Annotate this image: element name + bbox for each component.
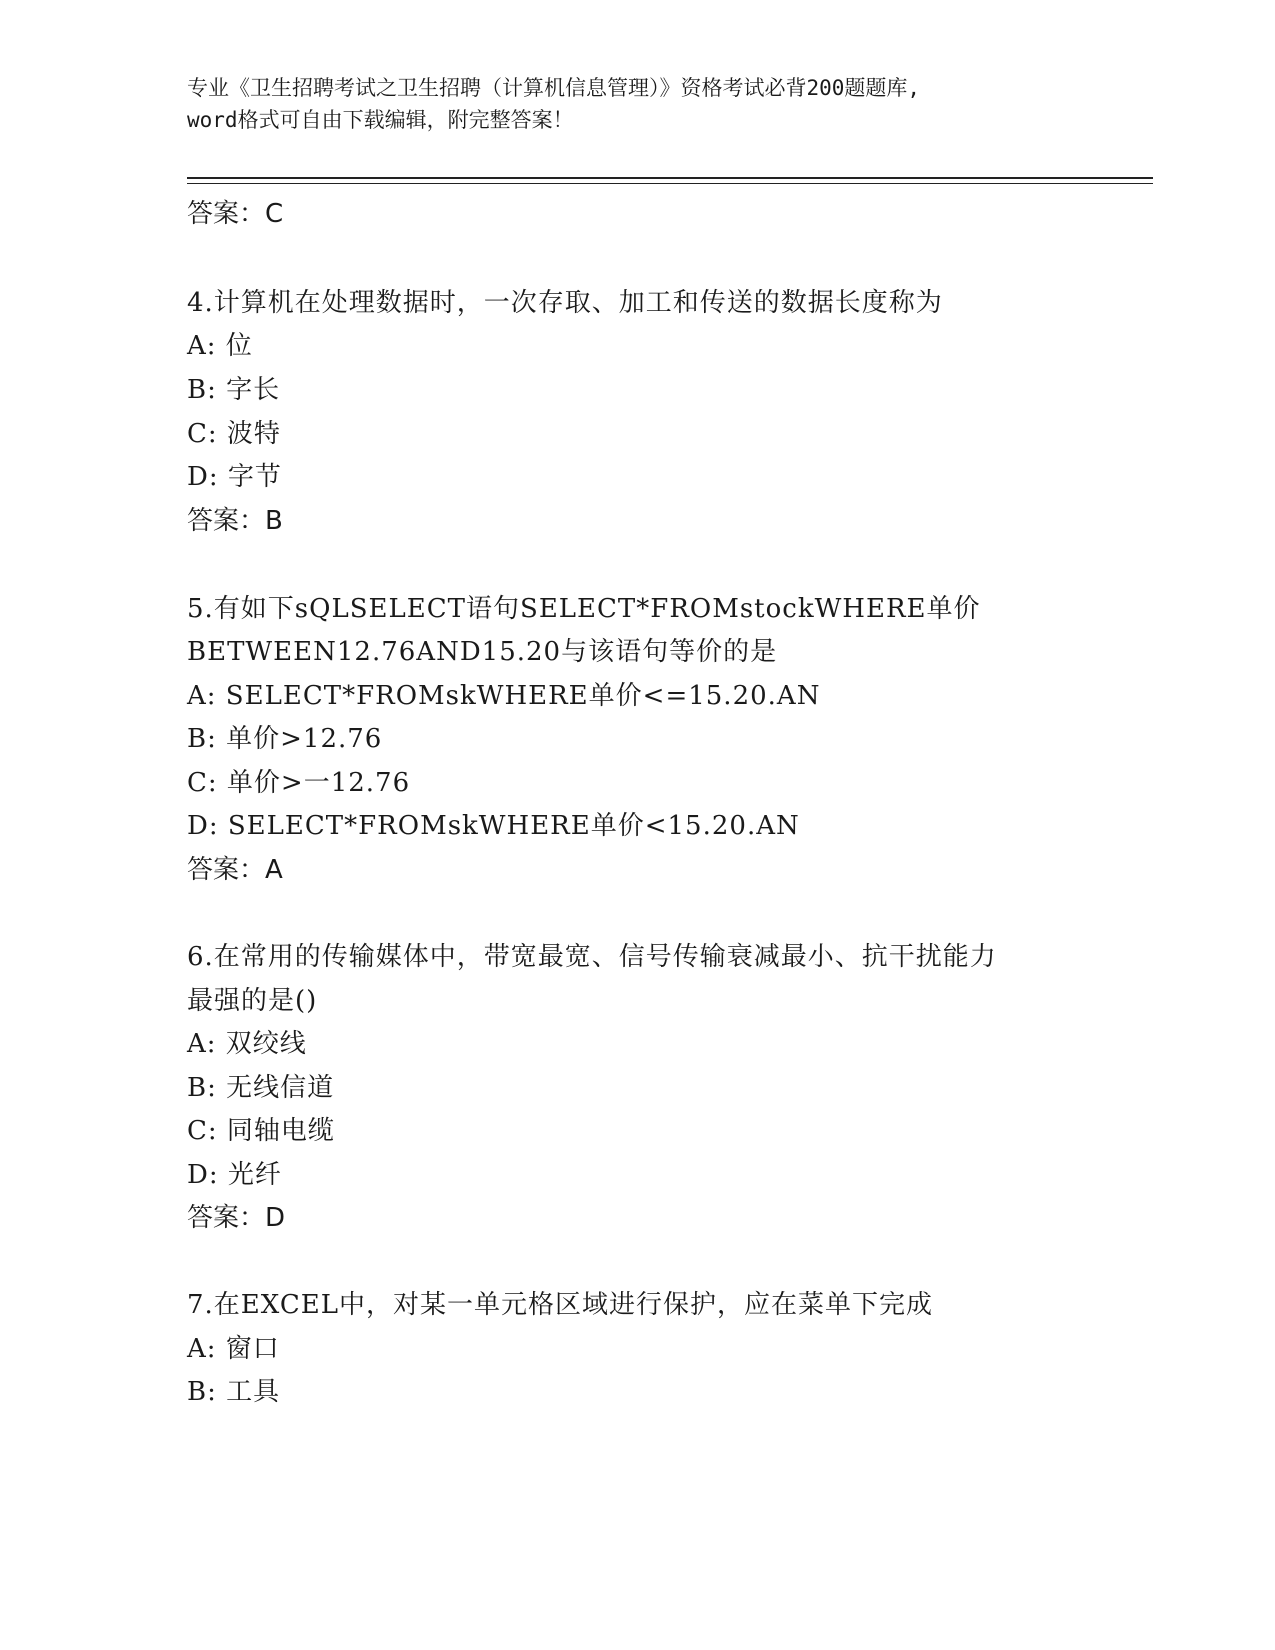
header-divider-thin [187, 183, 1153, 184]
question-6-option-d: D: 光纤 [187, 1160, 282, 1190]
question-7-stem: 7.在EXCEL中，对某一单元格区域进行保护，应在菜单下完成 [187, 1290, 933, 1320]
question-4-option-b: B: 字长 [187, 375, 281, 405]
question-6-option-b: B: 无线信道 [187, 1073, 335, 1103]
header-title-line-1: 专业《卫生招聘考试之卫生招聘（计算机信息管理）》资格考试必背200题题库, [187, 76, 921, 100]
header-divider-thick [187, 177, 1153, 179]
header-title-line-2: word格式可自由下载编辑，附完整答案！ [187, 108, 574, 132]
question-5-option-a: A: SELECT*FROMskWHERE单价<=15.20.AN [187, 681, 821, 711]
question-5-option-d: D: SELECT*FROMskWHERE单价<15.20.AN [187, 811, 800, 841]
answer-q5: 答案：A [187, 855, 283, 885]
question-5-option-c: C: 单价>一12.76 [187, 768, 411, 798]
question-4-option-a: A: 位 [187, 331, 253, 361]
answer-q4: 答案：B [187, 506, 283, 536]
question-6-stem-line-2: 最强的是() [187, 986, 318, 1016]
question-4-option-d: D: 字节 [187, 462, 282, 492]
question-4-stem: 4.计算机在处理数据时，一次存取、加工和传送的数据长度称为 [187, 288, 943, 318]
question-6-stem-line-1: 6.在常用的传输媒体中，带宽最宽、信号传输衰减最小、抗干扰能力 [187, 942, 997, 972]
answer-q6: 答案：D [187, 1203, 286, 1233]
answer-q3: 答案：C [187, 199, 284, 229]
question-5-stem-line-1: 5.有如下sQLSELECT语句SELECT*FROMstockWHERE单价 [187, 594, 981, 624]
question-6-option-a: A: 双绞线 [187, 1029, 307, 1059]
question-7-option-a: A: 窗口 [187, 1334, 280, 1364]
question-5-stem-line-2: BETWEEN12.76AND15.20与该语句等价的是 [187, 637, 778, 667]
question-6-option-c: C: 同轴电缆 [187, 1116, 335, 1146]
question-4-option-c: C: 波特 [187, 419, 281, 449]
document-header [187, 72, 1087, 136]
question-5-option-b: B: 单价>12.76 [187, 724, 383, 754]
question-7-option-b: B: 工具 [187, 1377, 281, 1407]
